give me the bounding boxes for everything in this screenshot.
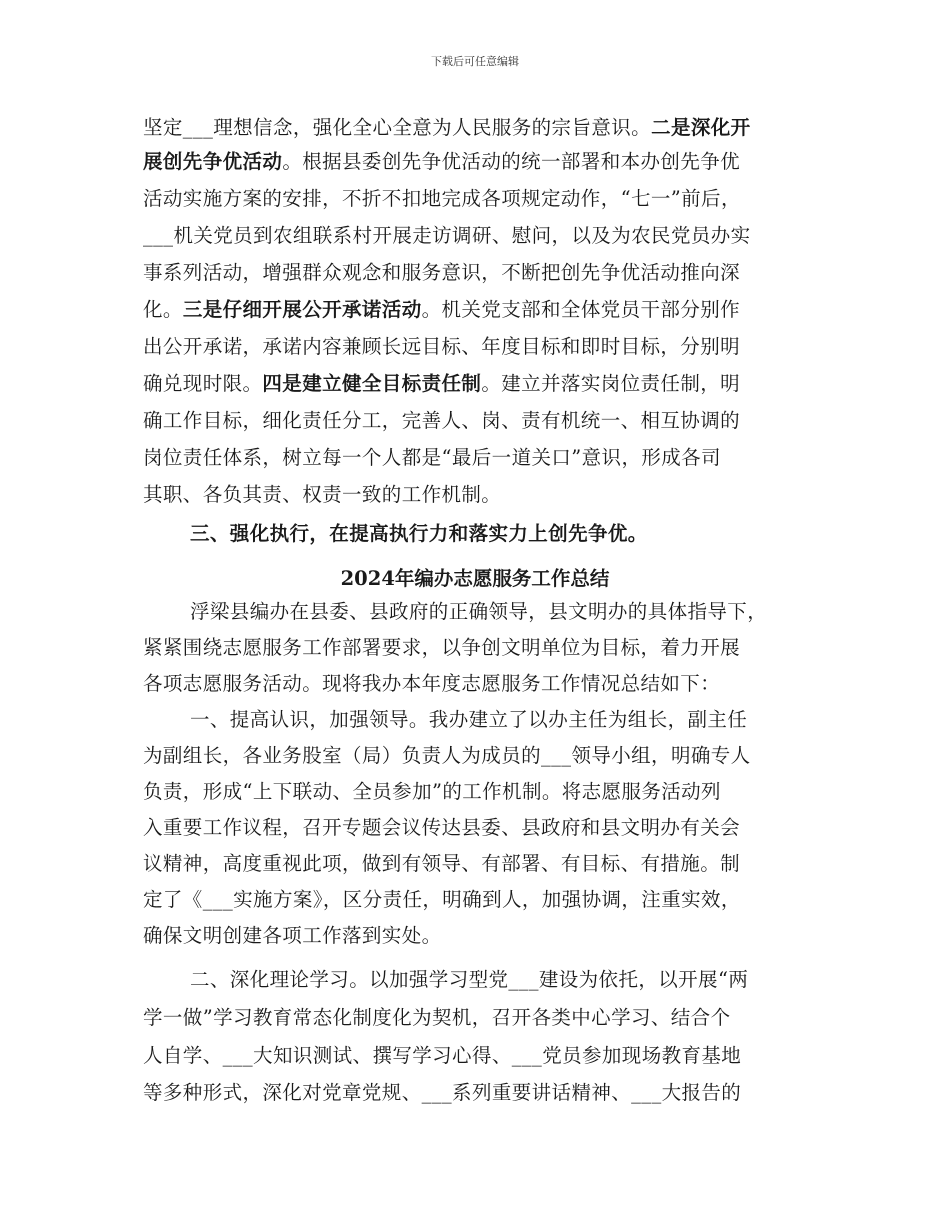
paragraph-line: 岗位责任体系，树立每一个人都是“最后一道关口”意识，形成各司 — [143, 446, 721, 469]
paragraph-line: 化。三是仔细开展公开承诺活动。机关党支部和全体党员干部分别作 — [143, 298, 741, 321]
paragraph-line: 紧紧围绕志愿服务工作部署要求，以争创文明单位为目标，着力开展 — [143, 636, 741, 659]
paragraph-line: 人自学、___大知识测试、撰写学习心得、___党员参加现场教育基地 — [143, 1044, 742, 1067]
paragraph-line: 为副组长，各业务股室（局）负责人为成员的___领导小组，明确专人 — [143, 744, 751, 767]
paragraph-line: 出公开承诺，承诺内容兼顾长远目标、年度目标和即时目标，分别明 — [143, 335, 741, 358]
paragraph-line: 事系列活动，增强群众观念和服务意识，不断把创先争优活动推向深 — [143, 261, 741, 284]
section-heading: 三、强化执行，在提高执行力和落实力上创先争优。 — [190, 522, 648, 545]
paragraph-line: 负责，形成“上下联动、全员参加”的工作机制。将志愿服务活动列 — [143, 780, 721, 803]
paragraph-line: 其职、各负其责、权责一致的工作机制。 — [143, 483, 502, 506]
paragraph-line: 确保文明创建各项工作落到实处。 — [143, 924, 442, 947]
paragraph-line: ___机关党员到农组联系村开展走访调研、慰问，以及为农民党员办实 — [143, 224, 751, 247]
paragraph-line: 议精神，高度重视此项，做到有领导、有部署、有目标、有措施。制 — [143, 852, 741, 875]
paragraph-line: 学一做”学习教育常态化制度化为契机，召开各类中心学习、结合个 — [143, 1006, 731, 1029]
paragraph-line: 坚定___理想信念，强化全心全意为人民服务的宗旨意识。二是深化开 — [143, 116, 751, 139]
paragraph-line: 活动实施方案的安排，不折不扣地完成各项规定动作，“七一”前后， — [143, 187, 741, 210]
paragraph-line: 确工作目标，细化责任分工，完善人、岗、责有机统一、相互协调的 — [143, 409, 741, 432]
paragraph-line: 确兑现时限。四是建立健全目标责任制。建立并落实岗位责任制，明 — [143, 372, 741, 395]
paragraph-line: 入重要工作议程，召开专题会议传达县委、县政府和县文明办有关会 — [143, 816, 741, 839]
paragraph-line: 二、深化理论学习。以加强学习型党___建设为依托，以开展“两 — [190, 968, 749, 991]
document-title: 2024年编办志愿服务工作总结 — [340, 567, 610, 590]
paragraph-line: 一、提高认识，加强领导。我办建立了以办主任为组长，副主任 — [190, 708, 748, 731]
paragraph-line: 定了《___实施方案》，区分责任，明确到人，加强协调，注重实效， — [143, 888, 741, 911]
paragraph-line: 浮梁县编办在县委、县政府的正确领导，县文明办的具体指导下， — [190, 600, 768, 623]
paragraph-line: 展创先争优活动。根据县委创先争优活动的统一部署和本办创先争优 — [143, 150, 741, 173]
paragraph-line: 各项志愿服务活动。现将我办本年度志愿服务工作情况总结如下： — [143, 672, 721, 695]
page-header: 下载后可任意编辑 — [431, 55, 519, 68]
paragraph-line: 等多种形式，深化对党章党规、___系列重要讲话精神、___大报告的 — [143, 1081, 742, 1104]
